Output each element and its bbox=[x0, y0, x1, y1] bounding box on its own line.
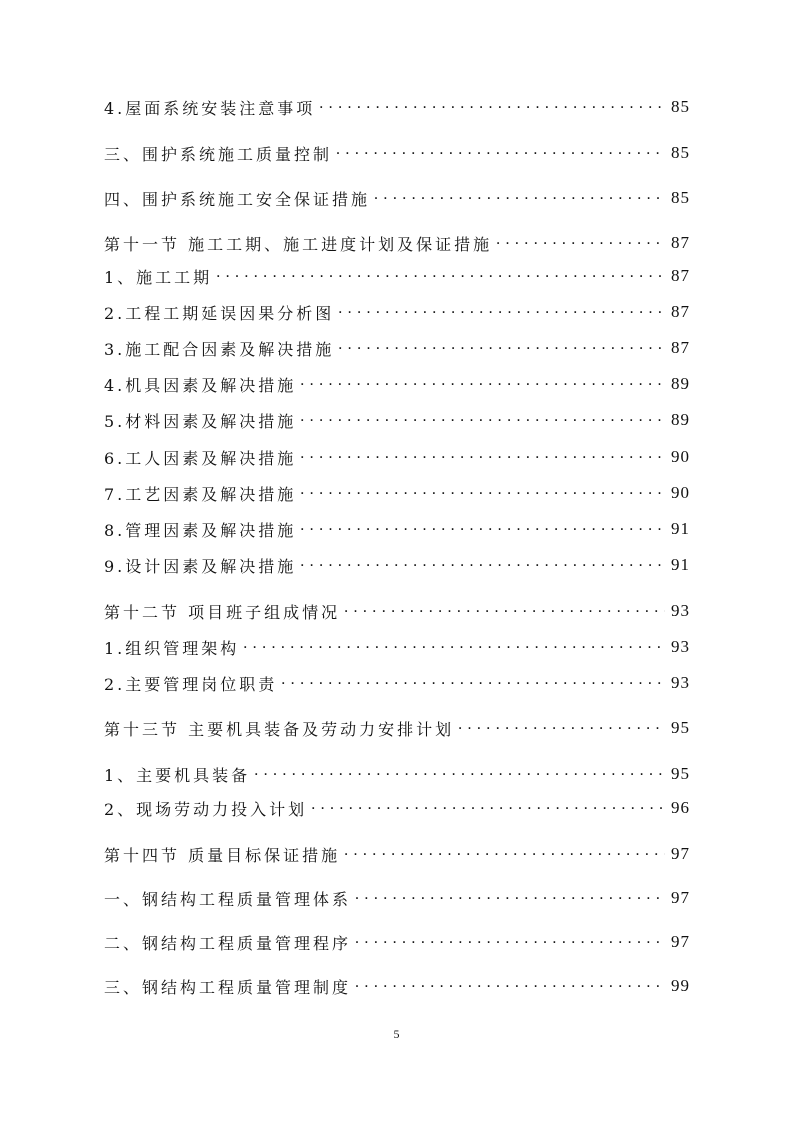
toc-entry-page: 91 bbox=[671, 555, 690, 574]
toc-entry-title: 一、钢结构工程质量管理体系 bbox=[104, 889, 352, 909]
toc-leader-dots bbox=[300, 448, 665, 466]
toc-leader-dots bbox=[336, 144, 665, 162]
toc-entry-title: 二、钢结构工程质量管理程序 bbox=[104, 933, 352, 953]
toc-entry[interactable] bbox=[104, 794, 690, 822]
toc-entry-page: 97 bbox=[671, 844, 690, 863]
toc-entry-page: 93 bbox=[671, 673, 690, 692]
toc-entry[interactable] bbox=[104, 184, 690, 212]
toc-entry-title: 第十一节 施工工期、施工进度计划及保证措施 bbox=[104, 234, 493, 254]
toc-leader-dots bbox=[216, 267, 665, 285]
toc-leader-dots bbox=[300, 556, 665, 574]
toc-entry-title: 三、钢结构工程质量管理制度 bbox=[104, 977, 352, 997]
toc-leader-dots bbox=[300, 375, 665, 393]
toc-entry-page: 87 bbox=[671, 266, 690, 285]
toc-entry-page: 89 bbox=[671, 410, 690, 429]
toc-leader-dots bbox=[281, 674, 665, 692]
toc-entry-page: 90 bbox=[671, 447, 690, 466]
toc-entry[interactable] bbox=[104, 406, 690, 434]
toc-entry-title: 7.工艺因素及解决措施 bbox=[104, 484, 297, 504]
toc-entry-page: 95 bbox=[671, 718, 690, 737]
toc-entry-page: 87 bbox=[671, 302, 690, 321]
toc-entry-title: 2.工程工期延误因果分析图 bbox=[104, 303, 335, 323]
toc-leader-dots bbox=[344, 845, 665, 863]
toc-entry-page: 85 bbox=[671, 188, 690, 207]
toc-entry[interactable] bbox=[104, 714, 690, 742]
toc-entry-title: 第十四节 质量目标保证措施 bbox=[104, 845, 341, 865]
toc-entry[interactable] bbox=[104, 443, 690, 471]
toc-entry-page: 95 bbox=[671, 764, 690, 783]
toc-leader-dots bbox=[496, 234, 665, 252]
toc-entry-title: 第十三节 主要机具装备及劳动力安排计划 bbox=[104, 719, 455, 739]
toc-entry[interactable] bbox=[104, 928, 690, 956]
toc-entry[interactable] bbox=[104, 840, 690, 868]
toc-entry-title: 3.施工配合因素及解决措施 bbox=[104, 339, 335, 359]
toc-entry-title: 1.组织管理架构 bbox=[104, 638, 240, 658]
toc-entry-page: 93 bbox=[671, 637, 690, 656]
toc-entry-page: 90 bbox=[671, 483, 690, 502]
toc-entry[interactable] bbox=[104, 334, 690, 362]
toc-entry-page: 93 bbox=[671, 601, 690, 620]
toc-entry-title: 9.设计因素及解决措施 bbox=[104, 556, 297, 576]
toc-leader-dots bbox=[300, 484, 665, 502]
toc-entry[interactable] bbox=[104, 479, 690, 507]
toc-entry[interactable] bbox=[104, 760, 690, 788]
toc-leader-dots bbox=[355, 889, 665, 907]
toc-leader-dots bbox=[344, 602, 665, 620]
toc-entry-title: 2、现场劳动力投入计划 bbox=[104, 799, 308, 819]
toc-leader-dots bbox=[374, 189, 665, 207]
toc-entry-title: 4.机具因素及解决措施 bbox=[104, 375, 297, 395]
toc-leader-dots bbox=[300, 411, 665, 429]
toc-entry-title: 1、主要机具装备 bbox=[104, 765, 251, 785]
toc-entry-page: 85 bbox=[671, 143, 690, 162]
toc-entry[interactable] bbox=[104, 551, 690, 579]
toc-entry-title: 四、围护系统施工安全保证措施 bbox=[104, 189, 371, 209]
toc-entry-page: 96 bbox=[671, 798, 690, 817]
toc-leader-dots bbox=[338, 303, 665, 321]
toc-entry-page: 97 bbox=[671, 888, 690, 907]
toc-entry-title: 8.管理因素及解决措施 bbox=[104, 520, 297, 540]
toc-entry[interactable] bbox=[104, 298, 690, 326]
toc-entry-title: 第十二节 项目班子组成情况 bbox=[104, 602, 341, 622]
toc-leader-dots bbox=[458, 719, 665, 737]
toc-entry[interactable] bbox=[104, 515, 690, 543]
toc-entry[interactable] bbox=[104, 229, 690, 257]
toc-entry[interactable] bbox=[104, 972, 690, 1000]
toc-leader-dots bbox=[311, 799, 665, 817]
toc-entry-page: 89 bbox=[671, 374, 690, 393]
toc-entry-title: 2.主要管理岗位职责 bbox=[104, 674, 278, 694]
toc-entry-page: 87 bbox=[671, 233, 690, 252]
page-number: 5 bbox=[393, 1027, 400, 1041]
toc-entry[interactable] bbox=[104, 370, 690, 398]
toc-entry-title: 5.材料因素及解决措施 bbox=[104, 411, 297, 431]
toc-leader-dots bbox=[355, 977, 665, 995]
toc-entry-title: 6.工人因素及解决措施 bbox=[104, 448, 297, 468]
toc-entry[interactable] bbox=[104, 633, 690, 661]
toc-leader-dots bbox=[338, 339, 665, 357]
toc-leader-dots bbox=[254, 765, 665, 783]
toc-entry-page: 85 bbox=[671, 97, 690, 116]
toc-entry-title: 1、施工工期 bbox=[104, 267, 213, 287]
toc-entry-title: 4.屋面系统安装注意事项 bbox=[104, 98, 316, 118]
toc-entry-page: 99 bbox=[671, 976, 690, 995]
toc-entry[interactable] bbox=[104, 669, 690, 697]
toc-entry[interactable] bbox=[104, 262, 690, 290]
toc-entry[interactable] bbox=[104, 884, 690, 912]
toc-entry[interactable] bbox=[104, 597, 690, 625]
toc-entry-page: 97 bbox=[671, 932, 690, 951]
toc-leader-dots bbox=[300, 520, 665, 538]
toc-entry-page: 91 bbox=[671, 519, 690, 538]
toc-leader-dots bbox=[355, 933, 665, 951]
toc-entry[interactable] bbox=[104, 139, 690, 167]
toc-leader-dots bbox=[319, 98, 665, 116]
toc-entry-title: 三、围护系统施工质量控制 bbox=[104, 144, 333, 164]
toc-entry[interactable] bbox=[104, 93, 690, 121]
toc-entry-page: 87 bbox=[671, 338, 690, 357]
toc-leader-dots bbox=[243, 638, 665, 656]
